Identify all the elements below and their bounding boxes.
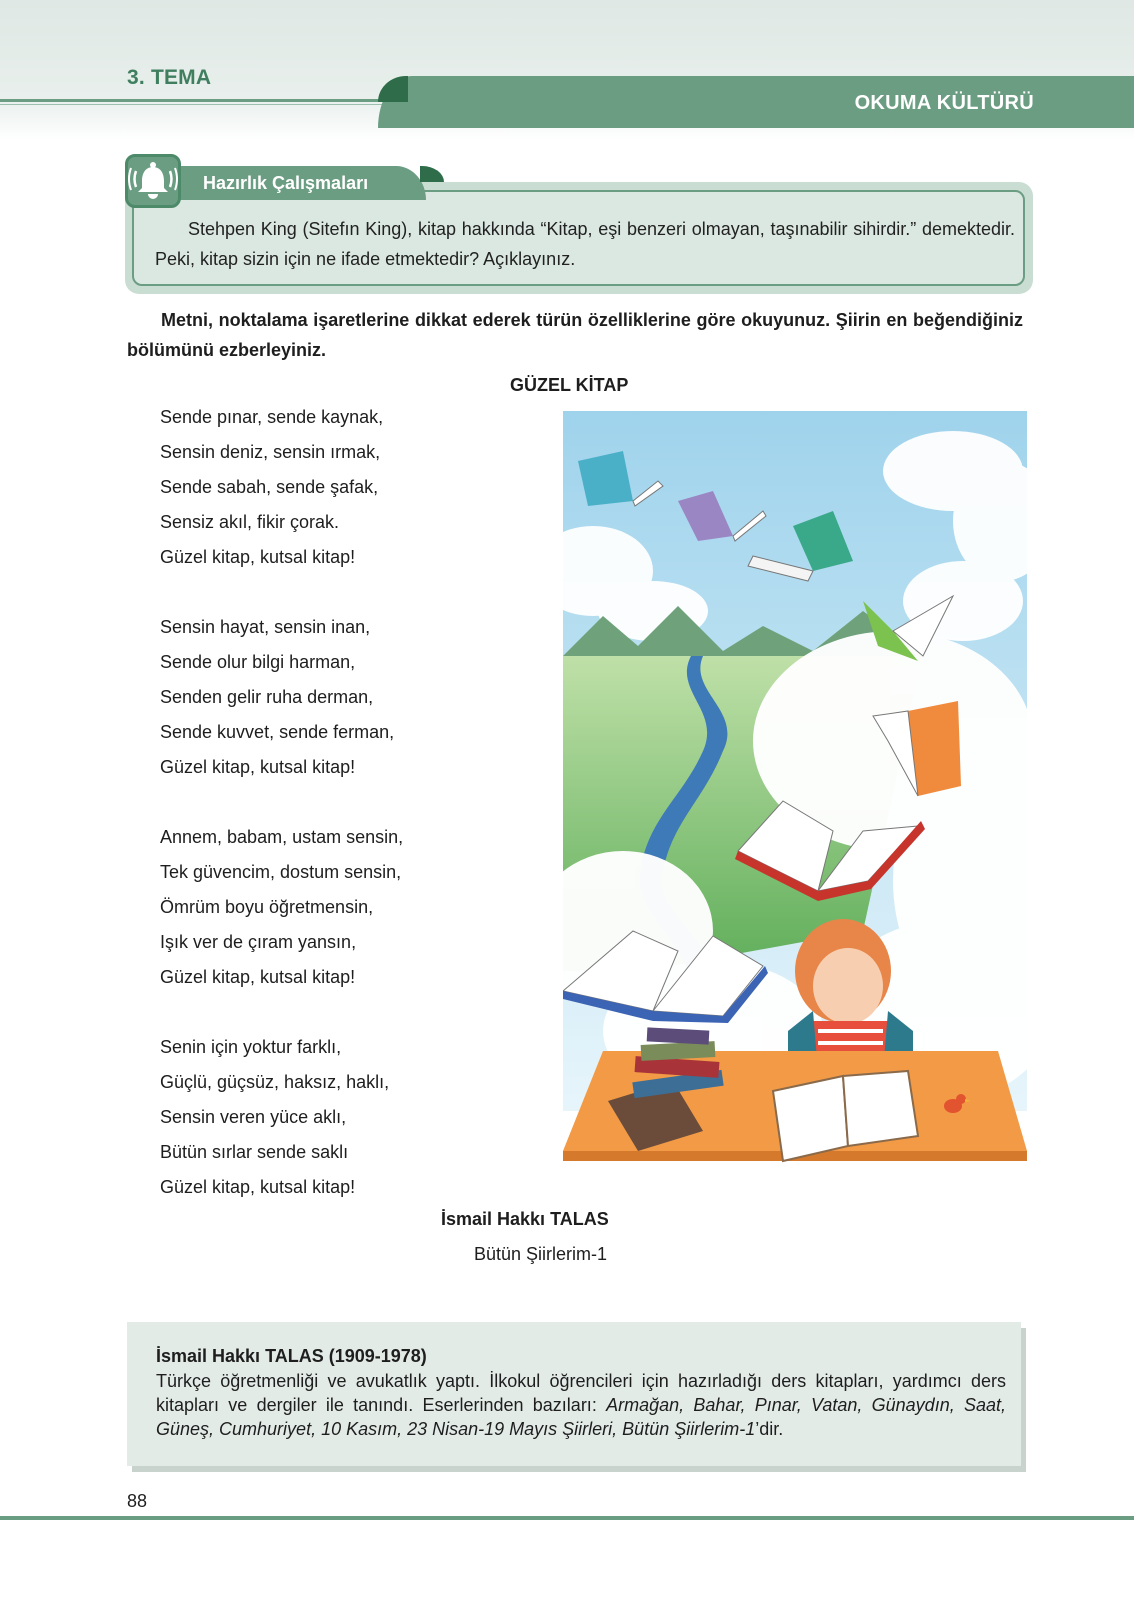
header-rule-thin [0,104,395,105]
poem-line: Bütün sırlar sende saklı [160,1142,349,1162]
poem-refrain: Güzel kitap, kutsal kitap! [160,757,356,777]
poem-line: Sende olur bilgi harman, [160,652,356,672]
reading-instruction: Metni, noktalama işaretlerine dikkat ederek türün özelliklerine göre okuyunuz. Şiirin en beğendiğiniz bölümünü ezberleyiniz. [127,310,1023,360]
poem-body [160,400,403,1205]
poem-source: Bütün Şiirlerim-1 [474,1244,608,1264]
poem-author: İsmail Hakkı TALAS [441,1209,609,1229]
poem-refrain: Güzel kitap, kutsal kitap! [160,967,356,987]
theme-label: 3. TEMA [127,66,212,89]
preparation-title: Hazırlık Çalışmaları [203,173,369,193]
poem-line: Sende kuvvet, sende ferman, [160,722,395,742]
bio-body: Türkçe öğretmenliği ve avukatlık yaptı. İlkokul öğrencileri için hazırladığı ders kitapları, yardımcı ders kitapları ve dergiler ile tanındı. Eserlerinden bazıları: [156,1371,1006,1415]
poem-line: Senin için yoktur farklı, [160,1037,342,1057]
poem-refrain: Güzel kitap, kutsal kitap! [160,1177,356,1197]
bio-works: Armağan, Bahar, Pınar, Vatan, Günaydın, Saat, Güneş, Cumhuriyet, 10 Kasım, 23 Nisan-19 Mayıs Şiirleri, Bütün Şiirlerim-1 [156,1395,1006,1439]
poem-line: Sensin deniz, sensin ırmak, [160,442,381,462]
poem-line: Sensin hayat, sensin inan, [160,617,371,637]
stanza-gap [160,575,403,610]
section-title: OKUMA KÜLTÜRÜ [854,92,1034,114]
header-rule [0,99,395,102]
reading-girl-illustration [563,411,1027,1191]
poem-line: Ömrüm boyu öğretmensin, [160,897,374,917]
poem-line: Tek güvencim, dostum sensin, [160,862,402,882]
footer-rule [0,1516,1134,1520]
poem-refrain: Güzel kitap, kutsal kitap! [160,547,356,567]
poem-line: Güçlü, güçsüz, haksız, haklı, [160,1072,390,1092]
poem-line: Sensiz akıl, fikir çorak. [160,512,340,532]
bio-suffix: ’dir. [755,1419,784,1439]
page-number: 88 [127,1491,148,1511]
bio-title: İsmail Hakkı TALAS (1909-1978) [156,1346,427,1366]
poem-line: Senden gelir ruha derman, [160,687,374,707]
stanza-gap [160,995,403,1030]
preparation-icon-box [125,154,181,208]
poem-line: Annem, babam, ustam sensin, [160,827,404,847]
stanza-gap [160,785,403,820]
preparation-text: Stehpen King (Sitefın King), kitap hakkında “Kitap, eşi benzeri olmayan, taşınabilir sihirdir.” demektedir. Peki, kitap sizin için ne ifade etmektedir? Açıklayınız. [155,219,1015,269]
poem-line: Sensin veren yüce aklı, [160,1107,347,1127]
bell-icon [128,157,178,205]
bio-text [156,1369,1006,1441]
preparation-tab-fold [420,166,444,182]
poem-title: GÜZEL KİTAP [510,375,629,395]
poem-line: Sende sabah, sende şafak, [160,477,379,497]
poem-line: Işık ver de çıram yansın, [160,932,357,952]
poem-line: Sende pınar, sende kaynak, [160,407,384,427]
